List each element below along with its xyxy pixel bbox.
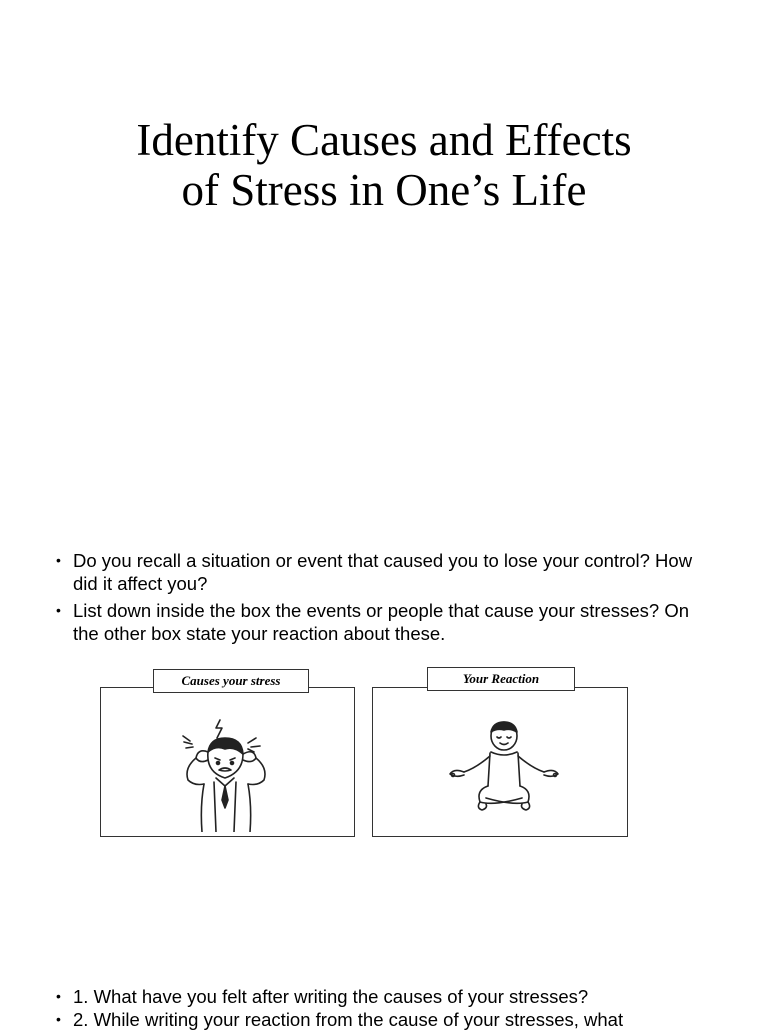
question-item-1: • 1. What have you felt after writing the causes of your stresses? xyxy=(56,985,756,1008)
slide-title xyxy=(0,115,768,215)
bullet-item-list-down: • List down inside the box the events or people that cause your stresses? On the other box state your reaction about these. xyxy=(56,599,696,645)
bullet-list xyxy=(56,549,696,649)
bullet-item-recall: • Do you recall a situation or event that caused you to lose your control? How did it affect you? xyxy=(56,549,696,595)
question-list xyxy=(56,985,756,1031)
causes-box-label: Causes your stress xyxy=(153,669,309,693)
stressed-person-icon xyxy=(170,716,280,832)
title-line-2: of Stress in One’s Life xyxy=(181,165,587,215)
meditating-person-icon xyxy=(446,720,562,818)
reaction-box-label: Your Reaction xyxy=(427,667,575,691)
title-line-1: Identify Causes and Effects xyxy=(136,115,632,165)
question-item-2: • 2. While writing your reaction from the cause of your stresses, what xyxy=(56,1008,756,1031)
